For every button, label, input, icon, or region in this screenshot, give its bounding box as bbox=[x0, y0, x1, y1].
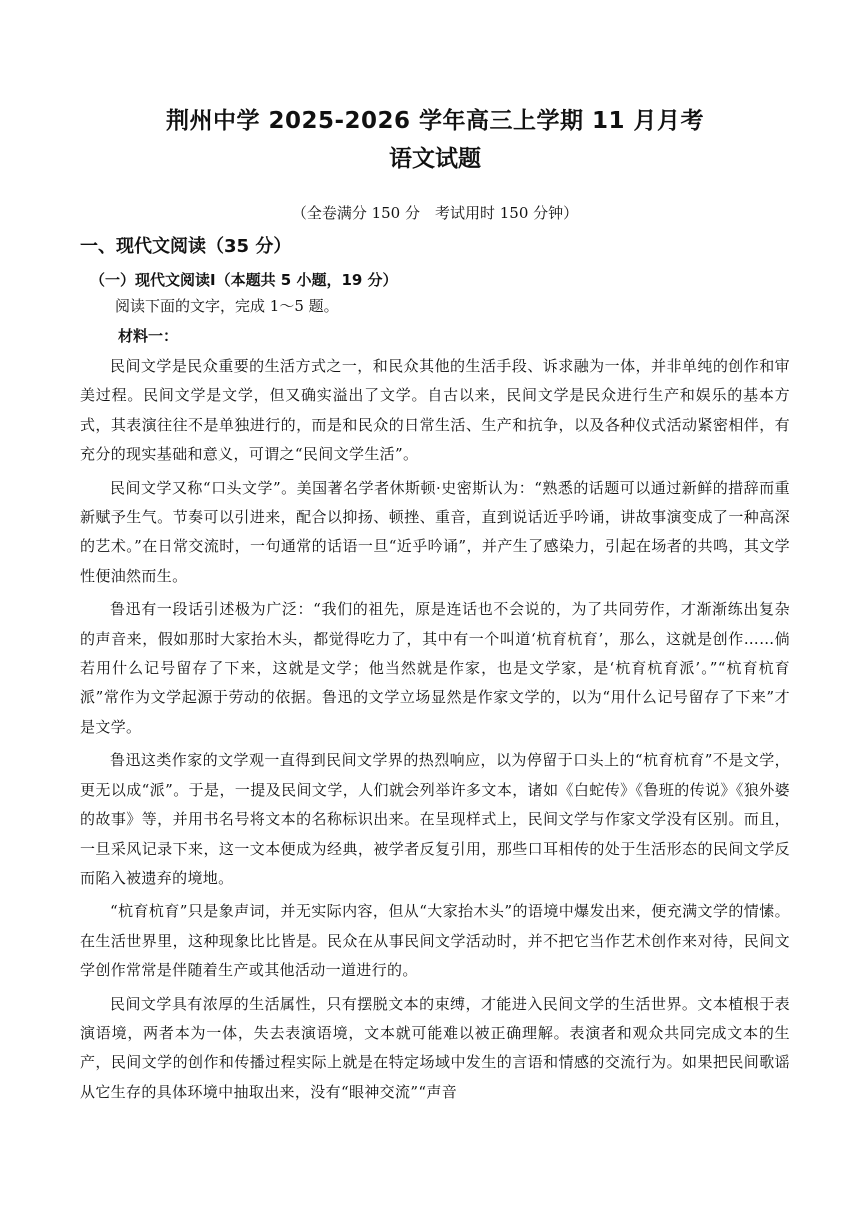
passage-paragraph: 鲁迅有一段话引述极为广泛：“我们的祖先，原是连话也不会说的，为了共同劳作，才渐渐练出复杂的声音来，假如那时大家抬木头，都觉得吃力了，其中有一个叫道‘杭育杭育’，那么，这就是创作……倘若用什么记号留存了下来，这就是文学；他当然就是作家，也是文学家，是‘杭育杭育派’。”“杭育杭育派”常作为文学起源于劳动的依据。鲁迅的文学立场显然是作家文学的，以为“用什么记号留存了下来”才是文学。 bbox=[80, 600, 790, 736]
passage-paragraph: 鲁迅这类作家的文学观一直得到民间文学界的热烈响应，以为停留于口头上的“杭育杭育”不是文学，更无以成“派”。于是，一提及民间文学，人们就会列举许多文本，诸如《白蛇传》《鲁班的传说》《狼外婆的故事》等，并用书名号将文本的名称标识出来。在呈现样式上，民间文学与作家文学没有区别。而且，一旦采风记录下来，这一文本便成为经典，被学者反复引用，那些口耳相传的处于生活形态的民间文学反而陷入被遗弃的境地。 bbox=[80, 751, 790, 887]
passage-body bbox=[80, 352, 790, 1107]
material-label: 材料一： bbox=[118, 327, 179, 345]
exam-title: 荆州中学 2025-2026 学年高三上学期 11 月月考 bbox=[165, 108, 705, 134]
passage-paragraph: 民间文学又称“口头文学”。美国著名学者休斯顿·史密斯认为：“熟悉的话题可以通过新鲜的措辞而重新赋予生气。节奏可以引进来，配合以抑扬、顿挫、重音，直到说话近乎吟诵，讲故事演变成了一种高深的艺术。”在日常交流时，一句通常的话语一旦“近乎吟诵”，并产生了感染力，引起在场者的共鸣，其文学性便油然而生。 bbox=[80, 478, 790, 585]
subsection-heading: （一）现代文阅读Ⅰ（本题共 5 小题，19 分） bbox=[90, 271, 398, 289]
exam-subtitle: 语文试题 bbox=[389, 146, 481, 172]
passage-paragraph: 民间文学是民众重要的生活方式之一，和民众其他的生活手段、诉求融为一体，并非单纯的创作和审美过程。民间文学是文学，但又确实溢出了文学。自古以来，民间文学是民众进行生产和娱乐的基本方式，其表演往往不是单独进行的，而是和民众的日常生活、生产和抗争，以及各种仪式活动紧密相伴，有充分的现实基础和意义，可谓之“民间文学生活”。 bbox=[80, 357, 790, 464]
reading-instruction: 阅读下面的文字，完成 1～5 题。 bbox=[115, 297, 339, 315]
exam-info: （全卷满分 150 分 考试用时 150 分钟） bbox=[291, 204, 579, 222]
section-heading: 一、现代文阅读（35 分） bbox=[80, 236, 292, 257]
passage-paragraph: 民间文学具有浓厚的生活属性，只有摆脱文本的束缚，才能进入民间文学的生活世界。文本植根于表演语境，两者本为一体，失去表演语境，文本就可能难以被正确理解。表演者和观众共同完成文本的生产，民间文学的创作和传播过程实际上就是在特定场域中发生的言语和情感的交流行为。如果把民间歌谣从它生存的具体环境中抽取出来，没有“眼神交流”“声音 bbox=[80, 994, 790, 1101]
passage-paragraph: “杭育杭育”只是象声词，并无实际内容，但从“大家抬木头”的语境中爆发出来，便充满文学的情愫。在生活世界里，这种现象比比皆是。民众在从事民间文学活动时，并不把它当作艺术创作来对待，民间文学创作常常是伴随着生产或其他活动一道进行的。 bbox=[80, 902, 790, 980]
